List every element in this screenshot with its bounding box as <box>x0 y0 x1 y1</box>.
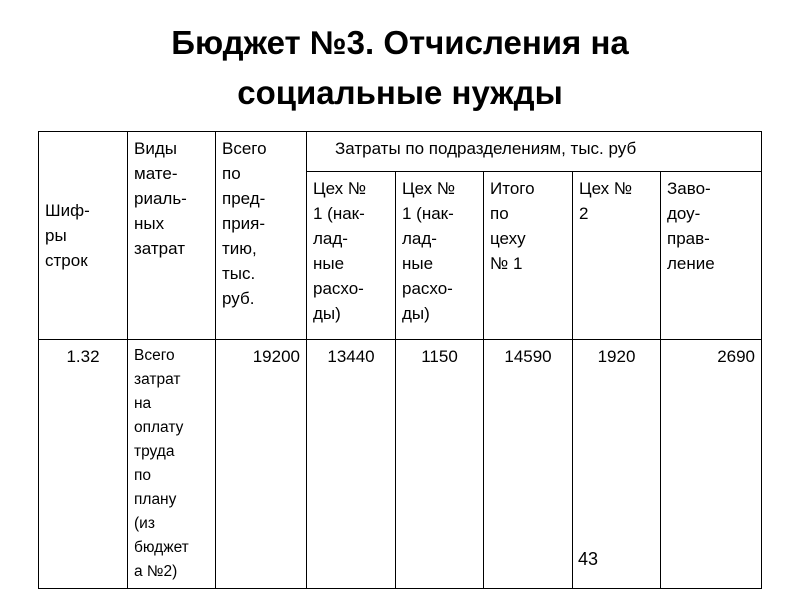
header-codes: Шиф- ры строк <box>39 132 128 340</box>
table-row <box>39 340 762 589</box>
page-number: 43 <box>578 549 599 569</box>
row-total: 19200 <box>216 340 307 589</box>
header-sub-4: Цех № 2 <box>573 172 661 340</box>
row-code: 1.32 <box>39 340 128 589</box>
header-sub-2: Цех № 1 (нак- лад- ные расхо- ды) <box>396 172 484 340</box>
slide-title-line-2: социальные нужды <box>237 74 563 111</box>
row-value-3: 14590 <box>484 340 573 589</box>
slide-title-line-1: Бюджет №3. Отчисления на <box>171 24 629 61</box>
header-row-1 <box>39 132 762 172</box>
row-value-4: 1920 <box>573 340 661 589</box>
slide-title <box>0 18 800 118</box>
header-kinds: Виды мате- риаль- ных затрат <box>128 132 216 340</box>
budget-table <box>38 131 762 589</box>
row-kind: Всего затрат на оплату труда по плану (из бюджет а №2) <box>128 340 216 589</box>
row-value-1: 13440 <box>307 340 396 589</box>
header-sub-3: Итого по цеху № 1 <box>484 172 573 340</box>
header-total: Всего по пред- прия- тию, тыс. руб. <box>216 132 307 340</box>
row-value-5: 2690 <box>661 340 762 589</box>
row-value-2: 1150 <box>396 340 484 589</box>
header-sub-5: Заво- доу- прав- ление <box>661 172 762 340</box>
header-group: Затраты по подразделениям, тыс. руб <box>307 132 762 172</box>
header-sub-1: Цех № 1 (нак- лад- ные расхо- ды) <box>307 172 396 340</box>
